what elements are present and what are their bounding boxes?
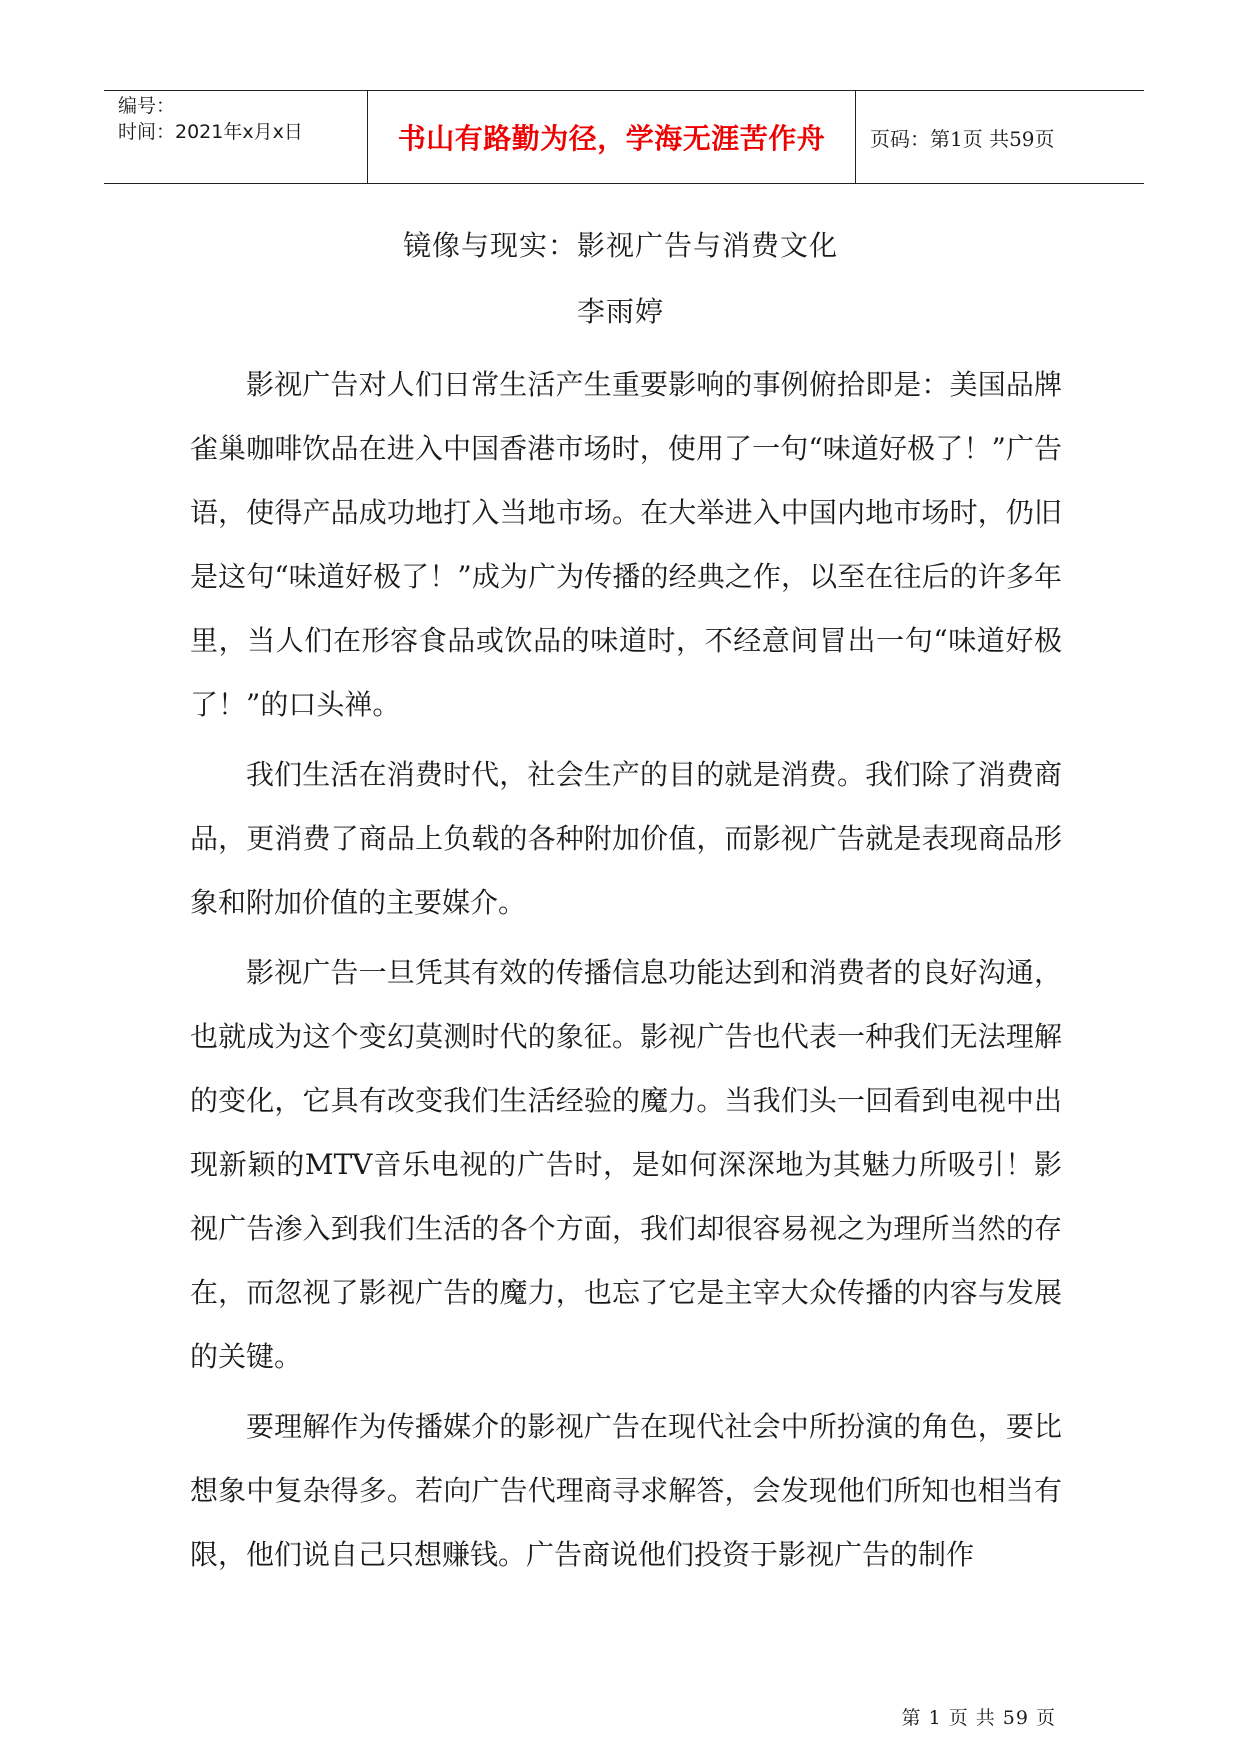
- header-meta: [104, 91, 368, 183]
- page-footer: 第 1 页 共 59 页: [901, 1707, 1056, 1729]
- paragraph: 要理解作为传播媒介的影视广告在现代社会中所扮演的角色，要比想象中复杂得多。若向广告代理商寻求解答，会发现他们所知也相当有限，他们说自己只想赚钱。广告商说他们投资于影视广告的制作: [190, 1410, 1062, 1571]
- article-title: 镜像与现实：影视广告与消费文化: [402, 229, 838, 262]
- header-motto: 书山有路勤为径，学海无涯苦作舟: [368, 91, 856, 183]
- paragraph: 影视广告一旦凭其有效的传播信息功能达到和消费者的良好沟通，也就成为这个变幻莫测时代的象征。影视广告也代表一种我们无法理解的变化，它具有改变我们生活经验的魔力。当我们头一回看到电视中出现新颖的MTV音乐电视的广告时，是如何深深地为其魅力所吸引！影视广告渗入到我们生活的各个方面，我们却很容易视之为理所当然的存在，而忽视了影视广告的魔力，也忘了它是主宰大众传播的内容与发展的关键。: [190, 956, 1062, 1373]
- serial-number-label: 编号：: [118, 95, 176, 117]
- article-author: 李雨婷: [576, 295, 664, 328]
- document-header: [104, 90, 1144, 184]
- date-label: 时间：2021年x月x日: [118, 121, 303, 143]
- paragraph: 我们生活在消费时代，社会生产的目的就是消费。我们除了消费商品，更消费了商品上负载的各种附加价值，而影视广告就是表现商品形象和附加价值的主要媒介。: [190, 758, 1062, 919]
- paragraph: 影视广告对人们日常生活产生重要影响的事例俯拾即是：美国品牌雀巢咖啡饮品在进入中国香港市场时，使用了一句“味道好极了！”广告语，使得产品成功地打入当地市场。在大举进入中国内地市场时，仍旧是这句“味道好极了！”成为广为传播的经典之作，以至在往后的许多年里，当人们在形容食品或饮品的味道时，不经意间冒出一句“味道好极了！”的口头禅。: [190, 368, 1062, 721]
- article-body: [190, 353, 1062, 1593]
- header-page-info: 页码：第1页 共59页: [870, 126, 1055, 151]
